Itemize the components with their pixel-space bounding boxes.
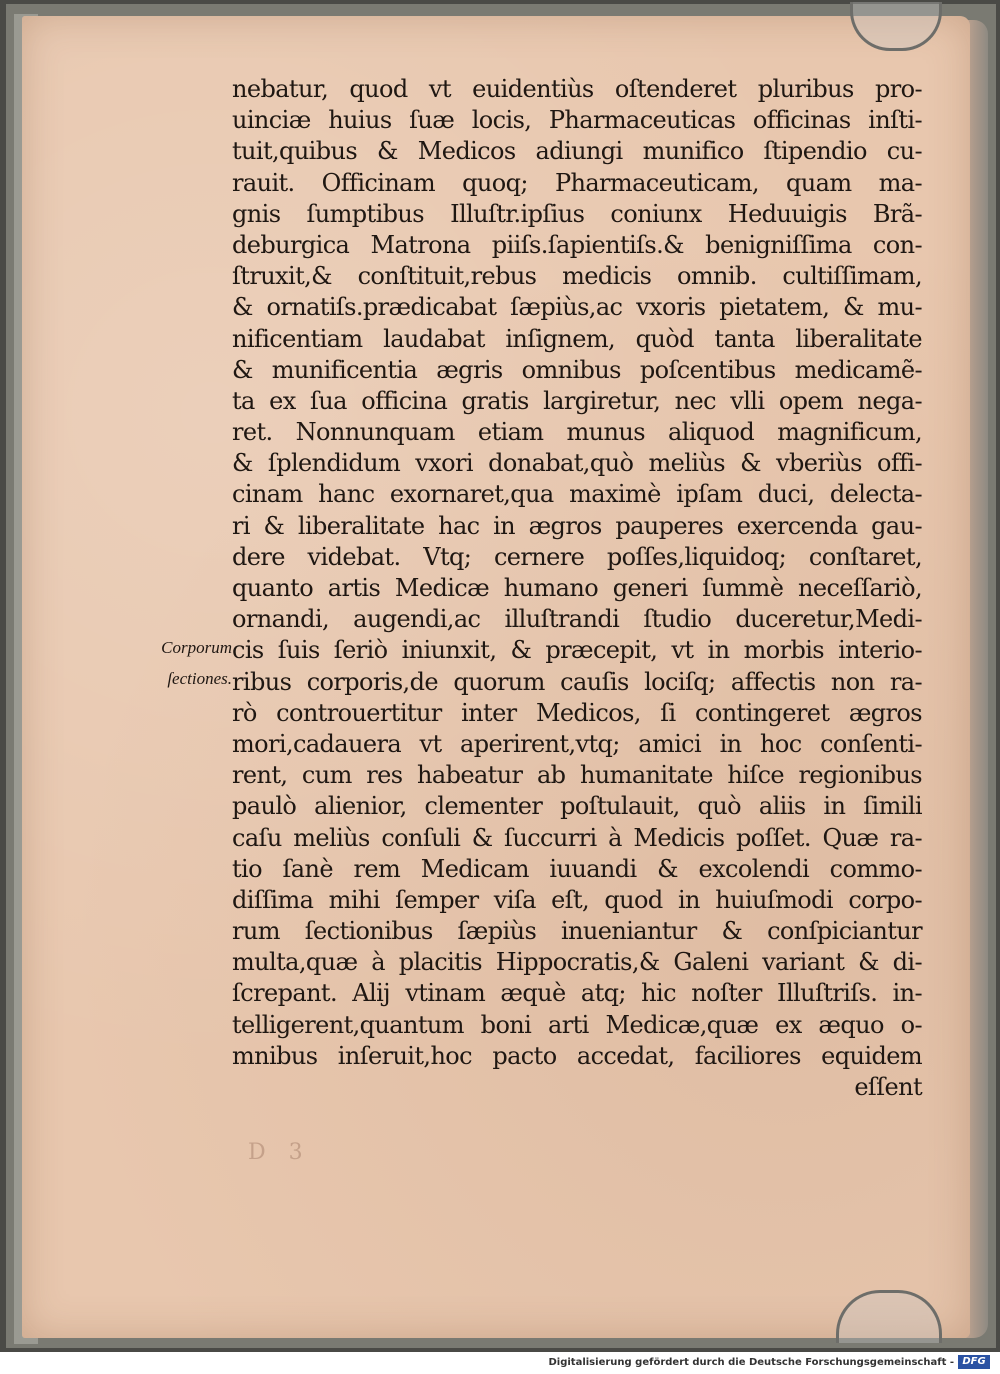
text-line: cinam hanc exornaret,qua maximè ipſam duci, delecta-: [232, 480, 922, 509]
text-line: mnibus inſeruit,hoc pacto accedat, faciliores equidem: [232, 1041, 922, 1070]
text-line: quanto artis Medicæ humano generi ſummè neceſſariò,: [232, 574, 922, 602]
text-line: cis ſuis ſeriò iniunxit, & præcepit, vt in morbis interio-: [232, 636, 922, 665]
text-line: tio ſanè rem Medicam iuuandi & excolendi commo-: [232, 854, 922, 883]
text-line: caſu meliùs conſuli & ſuccurri à Medicis poſſet. Quæ ra-: [232, 823, 922, 852]
text-line: diſſima mihi ſemper viſa eſt, quod in huiuſmodi corpo-: [232, 885, 922, 914]
text-line: rum ſectionibus ſæpiùs inueniantur & conſpiciantur: [232, 917, 922, 946]
dfg-logo[interactable]: DFG: [958, 1355, 990, 1369]
text-line: ta ex ſua officina gratis largiretur, nec vlli opem nega-: [232, 386, 922, 415]
margin-note: [108, 632, 232, 694]
text-line: ſtruxit,& conſtituit,rebus medicis omnib. cultiſſimam,: [232, 262, 922, 291]
text-line: & ſplendidum vxori donabat,quò meliùs & vberiùs offi-: [232, 449, 922, 478]
text-line: nebatur, quod vt euidentiùs oſtenderet pluribus pro-: [232, 75, 922, 103]
text-line: & ornatiſs.prædicabat ſæpiùs,ac vxoris pietatem, & mu-: [232, 293, 922, 322]
text-line: ribus corporis,de quorum cauſis lociſq; affectis non ra-: [232, 667, 922, 696]
signature-mark-showthrough: D 3: [248, 1140, 311, 1165]
text-line: rauit. Officinam quoq; Pharmaceuticam, quam ma-: [232, 168, 922, 197]
margin-note-line: ſectiones.: [167, 669, 232, 688]
text-line: ret. Nonnunquam etiam munus aliquod magnificum,: [232, 418, 922, 447]
margin-note-line: Corporum: [161, 638, 232, 657]
text-line: telligerent,quantum boni arti Medicæ,quæ ex æquo o-: [232, 1010, 922, 1039]
text-line: multa,quæ à placitis Hippocratis,& Galeni variant & di-: [232, 948, 922, 977]
text-line: paulò alienior, clementer poſtulauit, quò aliis in ſimili: [232, 792, 922, 821]
text-line: dere videbat. Vtq; cernere poſſes,liquidoq; conſtaret,: [232, 542, 922, 571]
text-line: nificentiam laudabat inſignem, quòd tanta liberalitate: [232, 324, 922, 353]
text-line: ornandi, augendi,ac illuſtrandi ſtudio duceretur,Medi-: [232, 605, 922, 634]
text-line: gnis ſumptibus Illuſtr.ipſius coniunx Heduuigis Brã-: [232, 199, 922, 228]
text-line: & munificentia ægris omnibus poſcentibus medicamẽ-: [232, 355, 922, 384]
text-line: deburgica Matrona piiſs.ſapientiſs.& benigniſſima con-: [232, 230, 922, 259]
text-line: ri & liberalitate hac in ægros pauperes exercenda gau-: [232, 511, 922, 540]
footer-credit: Digitalisierung gefördert durch die Deutsche Forschungsgemeinschaft -: [548, 1357, 954, 1368]
body-text: [232, 74, 922, 1103]
text-line: uinciæ huius ſuæ locis, Pharmaceuticas officinas inſti-: [232, 106, 922, 135]
text-line: mori,cadauera vt aperirent,vtq; amici in hoc conſenti-: [232, 729, 922, 758]
text-line: rent, cum res habeatur ab humanitate hiſce regionibus: [232, 761, 922, 790]
text-line: tuit,quibus & Medicos adiungi munifico ſtipendio cu-: [232, 137, 922, 166]
text-line: ſcrepant. Alij vtinam æquè atq; hic noſter Illuſtriſs. in-: [232, 979, 922, 1008]
text-line: rò controuertitur inter Medicos, ſi contingeret ægros: [232, 698, 922, 727]
catchword: eſſent: [854, 1073, 922, 1101]
